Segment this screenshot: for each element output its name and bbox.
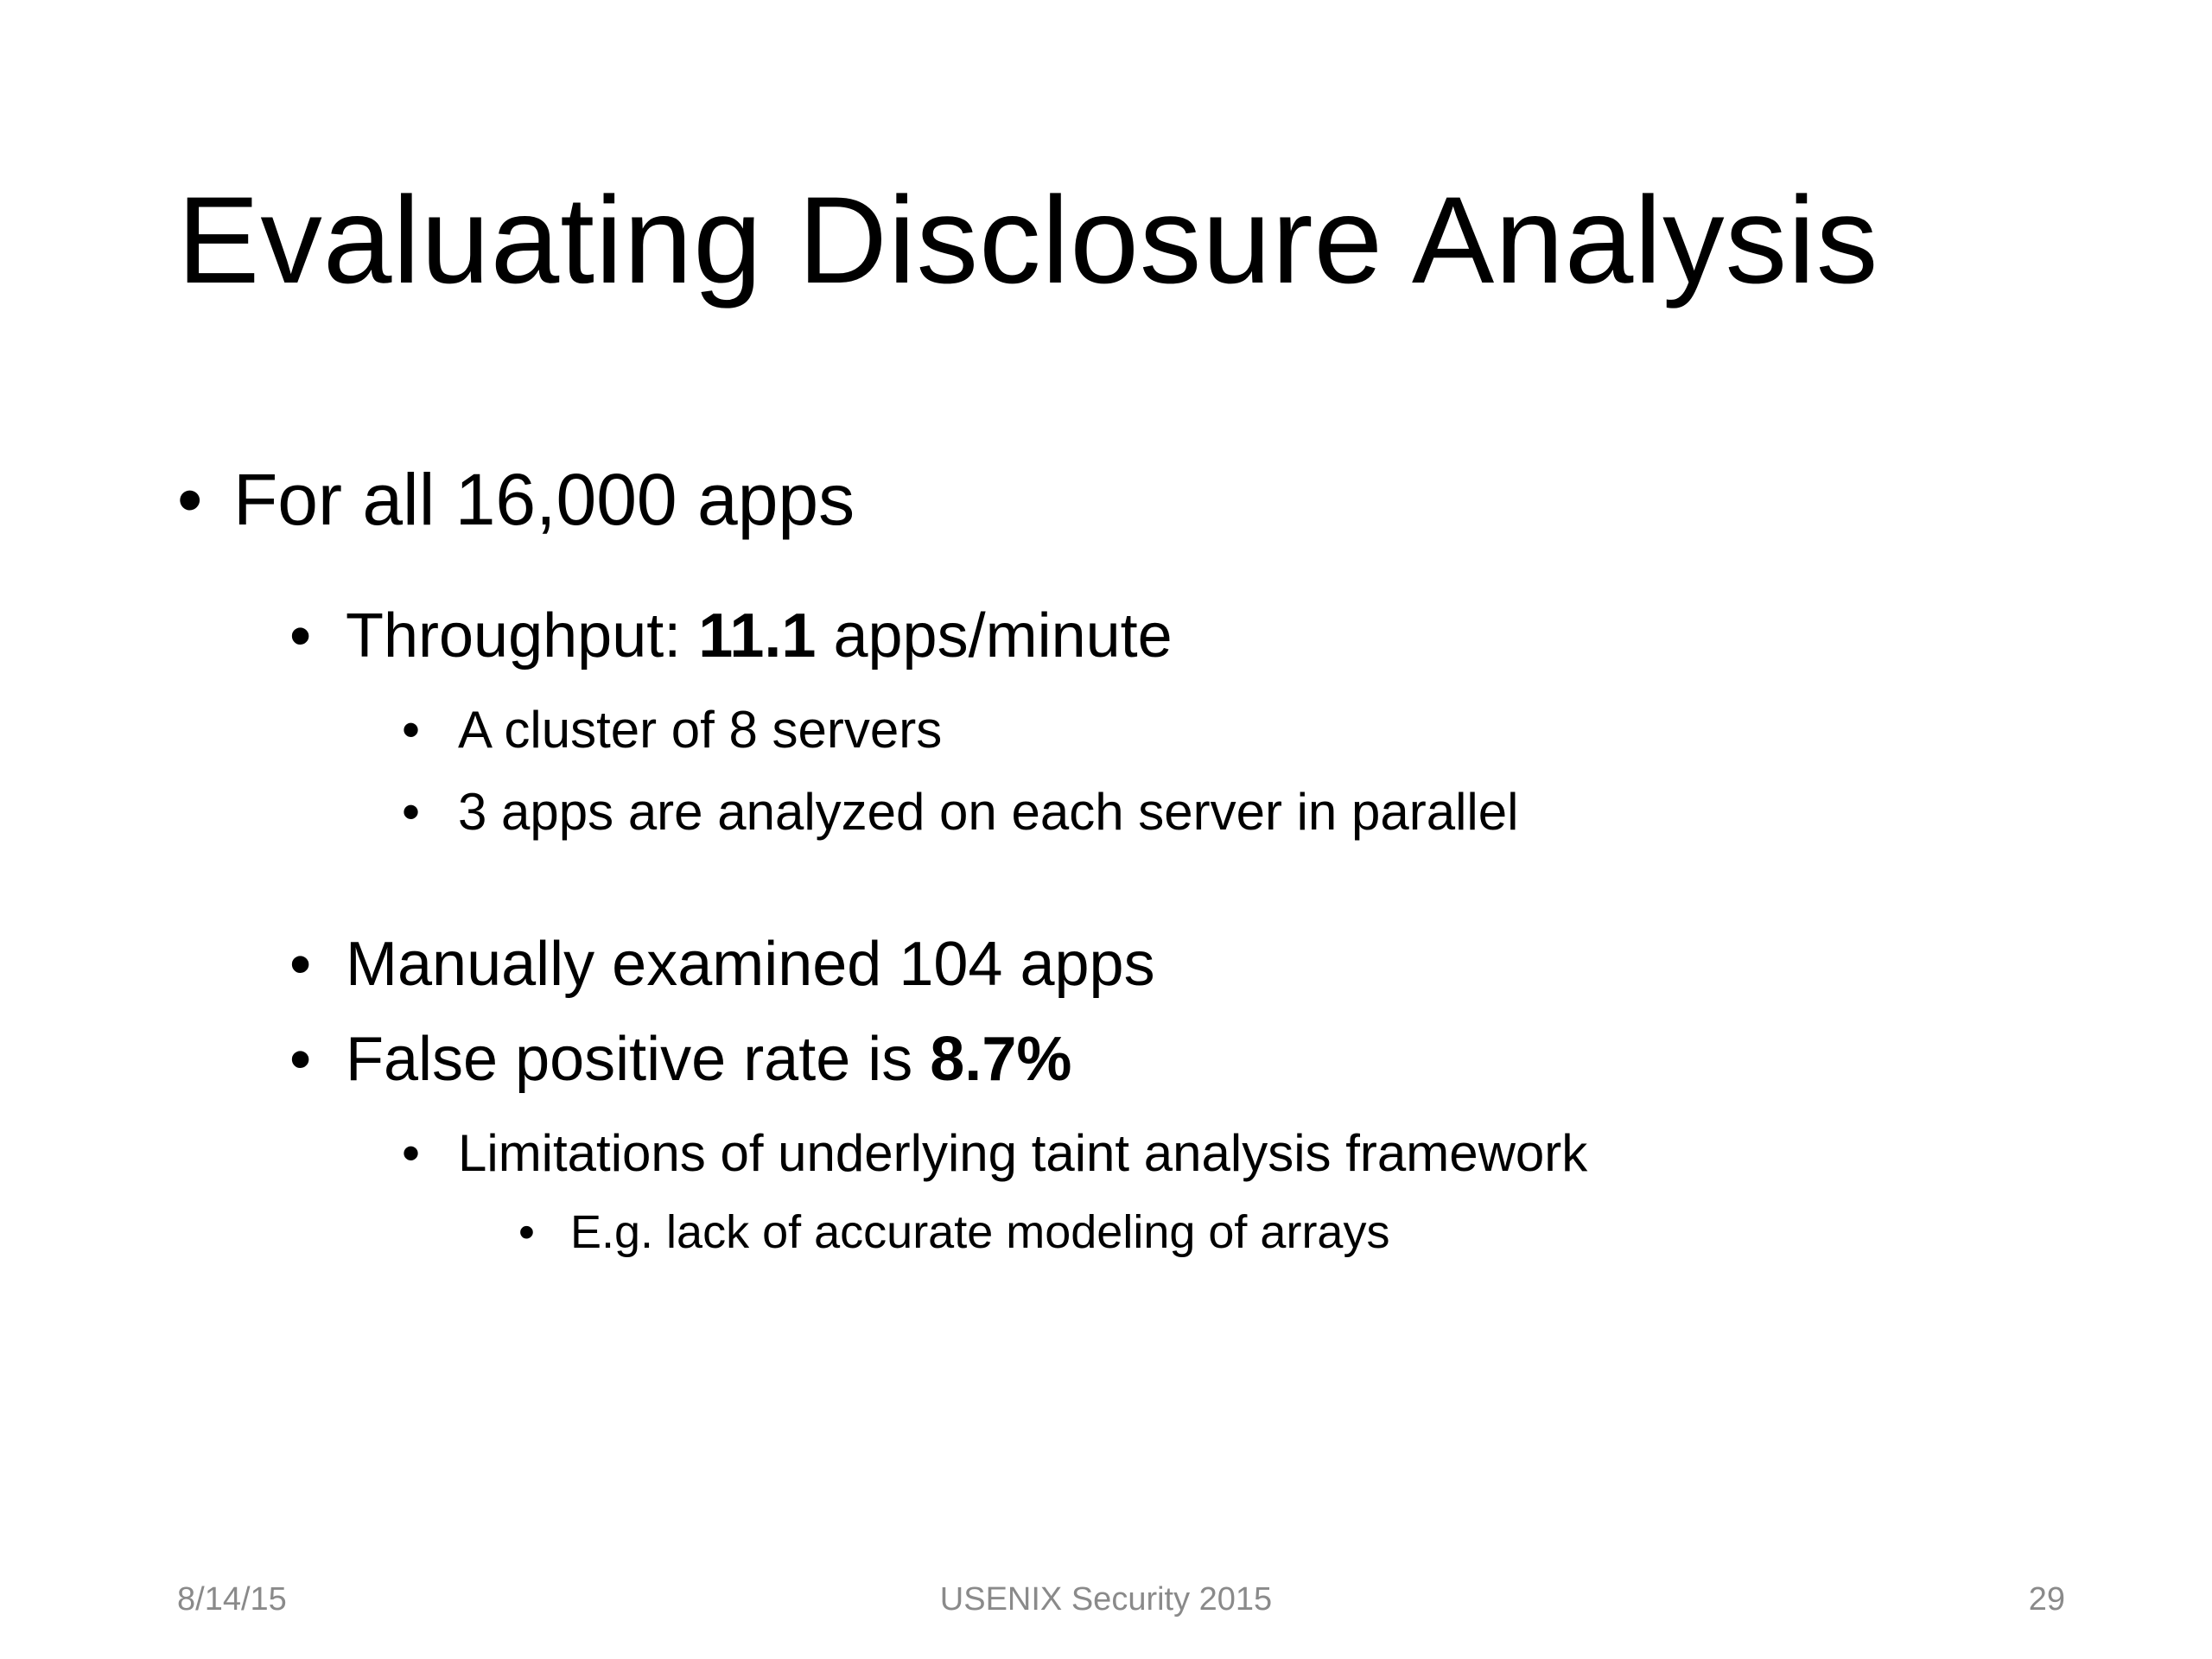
bullet-text: Limitations of underlying taint analysis framework	[458, 1124, 1588, 1182]
bullet-dot: •	[402, 783, 421, 841]
bullet-dot: •	[518, 1206, 535, 1258]
throughput-value: 11.1	[698, 601, 817, 671]
bullet-dot: •	[402, 701, 421, 759]
throughput-suffix: apps/minute	[816, 601, 1173, 671]
bullet-dot: •	[289, 601, 312, 671]
bullet-text: E.g. lack of accurate modeling of arrays	[570, 1206, 1390, 1258]
bullet-text: A cluster of 8 servers	[458, 701, 943, 759]
bullet-text: Manually examined 104 apps	[346, 930, 1155, 999]
bullet-dot: •	[289, 1025, 312, 1094]
bullet-dot: •	[177, 459, 203, 540]
footer-page-number: 29	[2028, 1581, 2065, 1618]
bullet-text: 3 apps are analyzed on each server in parallel	[458, 783, 1519, 841]
bullet-dot: •	[289, 930, 312, 999]
false-positive-value: 8.7%	[930, 1025, 1072, 1094]
footer-conference: USENIX Security 2015	[939, 1581, 1273, 1618]
false-positive-prefix: False positive rate is	[346, 1025, 931, 1094]
bullet-text	[346, 1024, 1071, 1095]
slide-title: Evaluating Disclosure Analysis	[177, 172, 1879, 309]
bullet-dot: •	[402, 1124, 421, 1182]
throughput-prefix: Throughput:	[346, 601, 699, 671]
bullet-text: For all 16,000 apps	[233, 459, 855, 540]
footer-date: 8/14/15	[177, 1581, 287, 1618]
bullet-text	[346, 601, 1173, 671]
